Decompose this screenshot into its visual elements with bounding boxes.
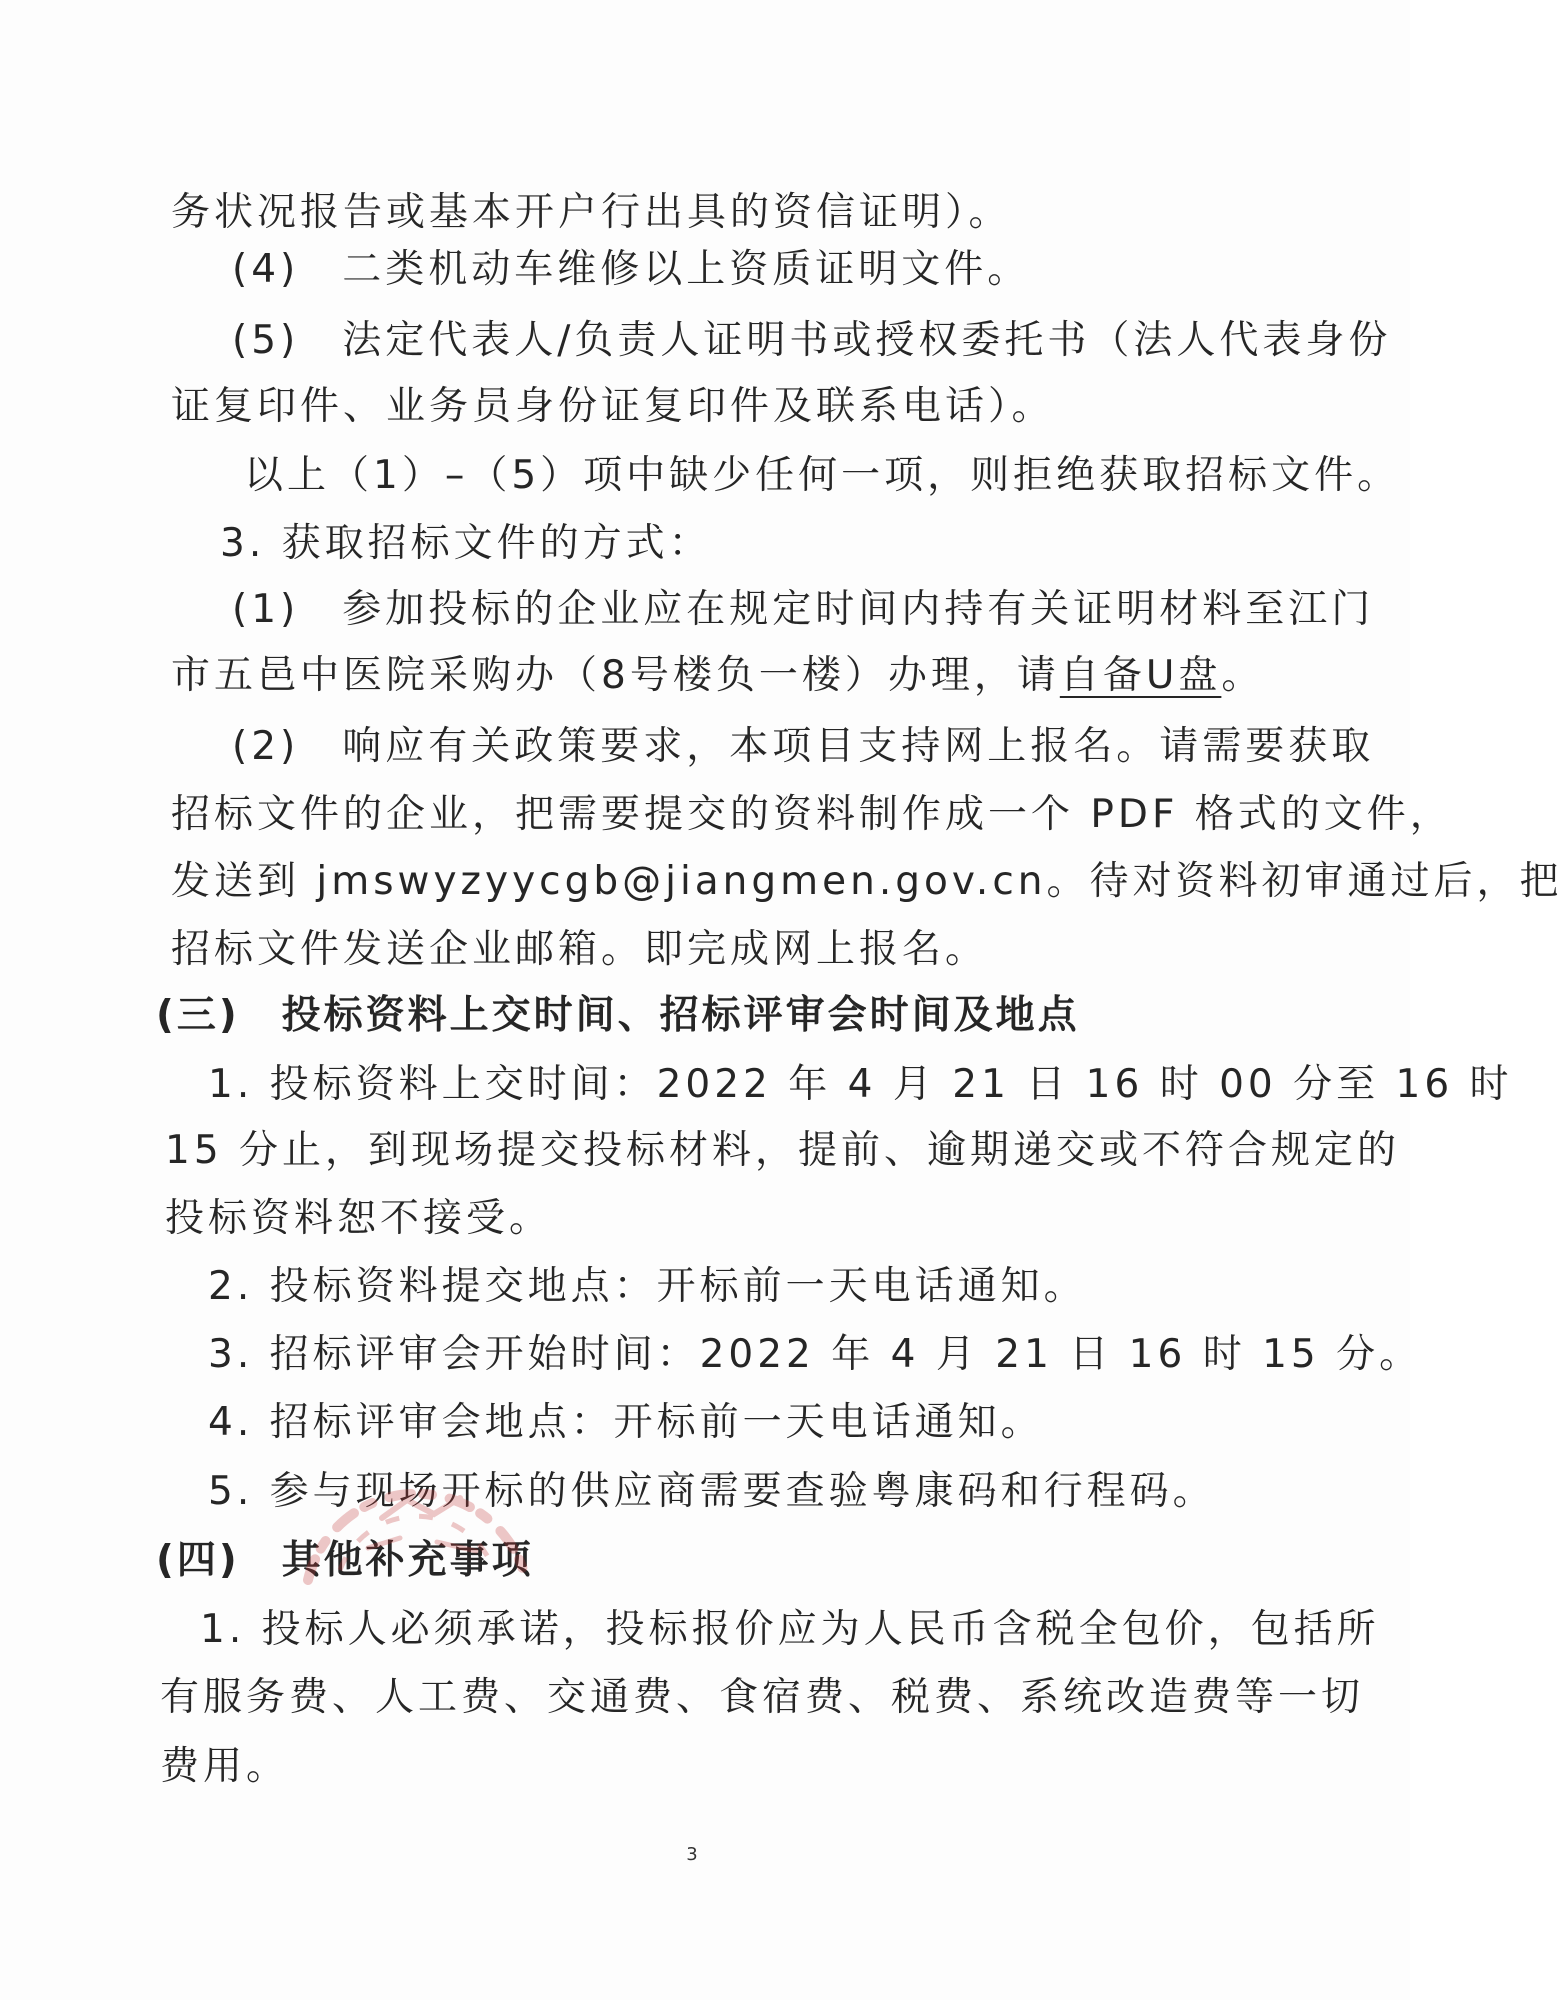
text-line-14: 15 分止，到现场提交投标材料，提前、逾期递交或不符合规定的 [165, 1128, 1401, 1173]
text-line-5: 以上（1）–（5）项中缺少任何一项，则拒绝获取招标文件。 [244, 453, 1401, 498]
section-4-heading: (四) 其他补充事项 [156, 1538, 534, 1583]
text-line-13: 1. 投标资料上交时间：2022 年 4 月 21 日 16 时 00 分至 16 时 [208, 1062, 1513, 1107]
text-line-20: 1. 投标人必须承诺，投标报价应为人民币含税全包价，包括所 [200, 1607, 1380, 1652]
text-line-8 [171, 651, 1264, 701]
text-line-17: 3. 招标评审会开始时间：2022 年 4 月 21 日 16 时 15 分。 [208, 1332, 1423, 1377]
page-number: 3 [686, 1844, 698, 1865]
text-line-16: 2. 投标资料提交地点：开标前一天电话通知。 [208, 1264, 1087, 1309]
usb-note: 自备U盘 [1059, 653, 1222, 698]
text-line-15: 投标资料恕不接受。 [165, 1196, 553, 1241]
email-sentence: 发送到 jmswyzyycgb@jiangmen.gov.cn。待对资料初审通过后，把 [171, 859, 1562, 904]
text-line-7: (1) 参加投标的企业应在规定时间内持有关证明材料至江门 [232, 587, 1375, 632]
text-line-11 [171, 857, 1562, 907]
usb-note-period: 。 [1221, 653, 1265, 698]
text-line-22: 费用。 [160, 1744, 290, 1789]
text-line-9: (2) 响应有关政策要求，本项目支持网上报名。请需要获取 [232, 724, 1375, 769]
text-line-8-main: 市五邑中医院采购办（8号楼负一楼）办理，请 [171, 653, 1060, 698]
text-line-3: (5) 法定代表人/负责人证明书或授权委托书（法人代表身份 [232, 318, 1392, 363]
red-seal-stamp [272, 1430, 562, 1600]
text-line-6: 3. 获取招标文件的方式： [220, 521, 712, 566]
text-line-4: 证复印件、业务员身份证复印件及联系电话）。 [171, 384, 1055, 429]
text-line-21: 有服务费、人工费、交通费、食宿费、税费、系统改造费等一切 [160, 1675, 1365, 1720]
text-line-2: (4) 二类机动车维修以上资质证明文件。 [232, 247, 1031, 292]
text-line-10: 招标文件的企业，把需要提交的资料制作成一个 PDF 格式的文件， [171, 792, 1453, 837]
text-line-18: 4. 招标评审会地点：开标前一天电话通知。 [208, 1400, 1044, 1445]
text-line-1: 务状况报告或基本开户行出具的资信证明）。 [171, 190, 1012, 235]
section-3-heading: (三) 投标资料上交时间、招标评审会时间及地点 [156, 993, 1080, 1038]
text-line-12: 招标文件发送企业邮箱。即完成网上报名。 [171, 927, 989, 972]
text-line-19: 5. 参与现场开标的供应商需要查验粤康码和行程码。 [208, 1469, 1216, 1514]
